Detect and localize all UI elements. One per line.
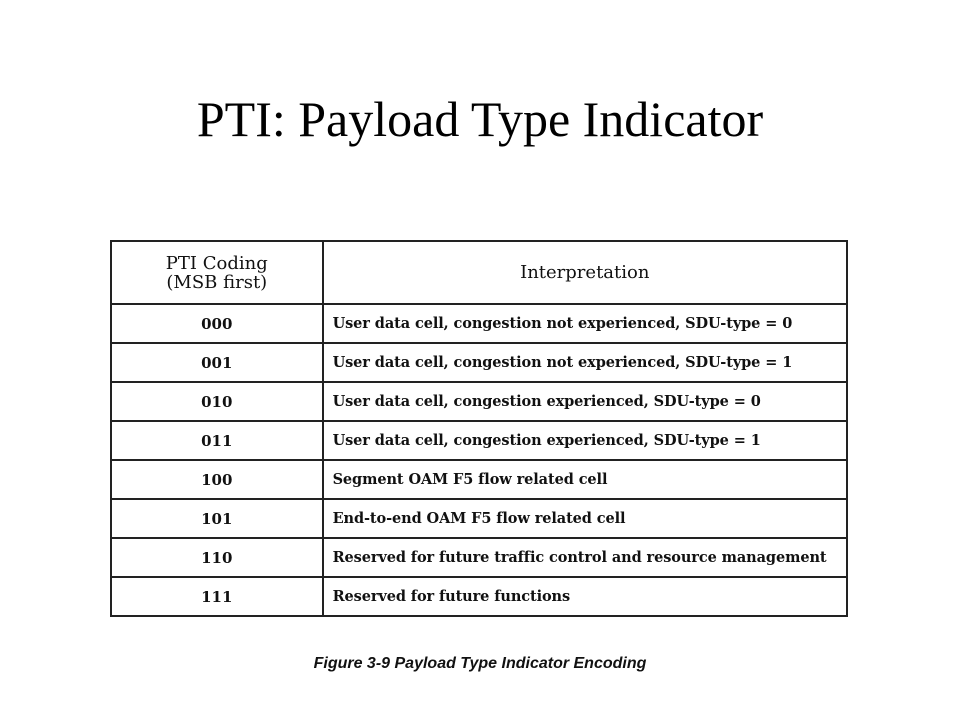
table-header-row — [111, 241, 847, 304]
table-row — [111, 343, 847, 382]
pti-encoding-table — [110, 240, 848, 617]
header-pti-coding — [111, 241, 323, 304]
interpretation-cell: User data cell, congestion experienced, SDU-type = 0 — [323, 382, 847, 421]
interpretation-cell: User data cell, congestion not experienced, SDU-type = 0 — [323, 304, 847, 343]
interpretation-cell: User data cell, congestion experienced, SDU-type = 1 — [323, 421, 847, 460]
pti-code-cell: 110 — [111, 538, 323, 577]
slide-title: PTI: Payload Type Indicator — [196, 91, 764, 147]
header-interpretation: Interpretation — [323, 241, 847, 304]
interpretation-cell: Reserved for future traffic control and resource management — [323, 538, 847, 577]
pti-code-cell: 100 — [111, 460, 323, 499]
table-row — [111, 421, 847, 460]
pti-code-cell: 011 — [111, 421, 323, 460]
table-row — [111, 499, 847, 538]
table-row — [111, 382, 847, 421]
header-pti-coding-line2: (MSB first) — [166, 271, 268, 293]
table-row — [111, 460, 847, 499]
header-pti-coding-line1: PTI Coding — [165, 252, 268, 274]
figure-caption: Figure 3-9 Payload Type Indicator Encoding — [313, 655, 647, 672]
pti-code-cell: 111 — [111, 577, 323, 616]
table-row — [111, 577, 847, 616]
pti-code-cell: 010 — [111, 382, 323, 421]
interpretation-cell: End-to-end OAM F5 flow related cell — [323, 499, 847, 538]
table-row — [111, 304, 847, 343]
interpretation-cell: Segment OAM F5 flow related cell — [323, 460, 847, 499]
table-row — [111, 538, 847, 577]
pti-code-cell: 001 — [111, 343, 323, 382]
interpretation-cell: Reserved for future functions — [323, 577, 847, 616]
pti-code-cell: 101 — [111, 499, 323, 538]
pti-code-cell: 000 — [111, 304, 323, 343]
interpretation-cell: User data cell, congestion not experienced, SDU-type = 1 — [323, 343, 847, 382]
